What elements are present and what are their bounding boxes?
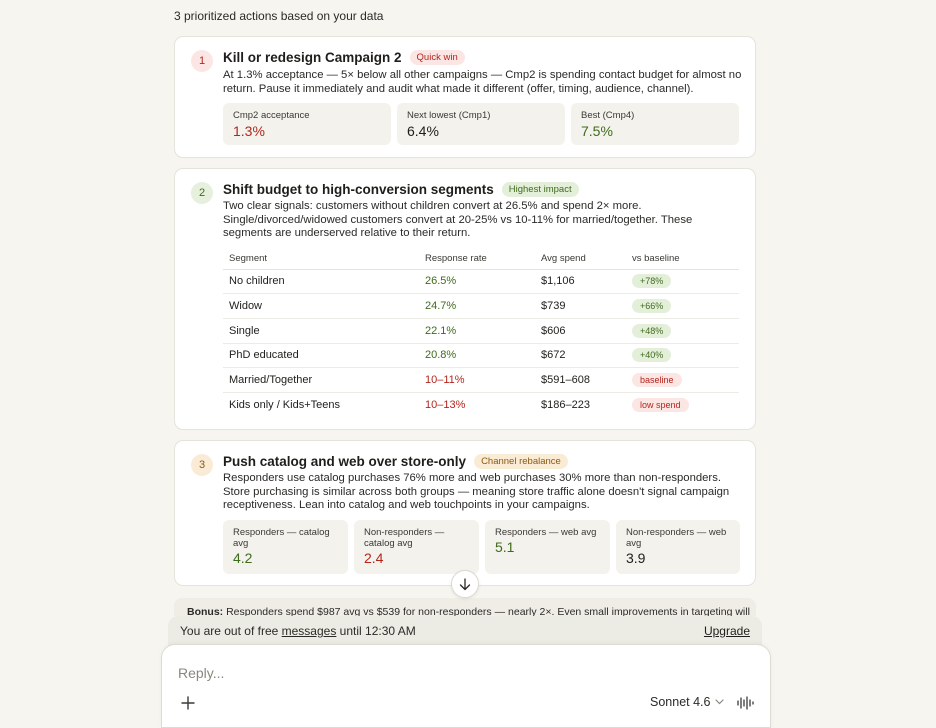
quick-win-badge: Quick win bbox=[410, 50, 465, 65]
segment-cell: Single bbox=[223, 318, 419, 343]
intro-text: 3 prioritized actions based on your data bbox=[174, 9, 384, 23]
rate-cell: 22.1% bbox=[419, 318, 535, 343]
action-title-1 bbox=[223, 50, 465, 65]
stat-label: Non-responders — web avg bbox=[626, 527, 727, 549]
table-row bbox=[223, 343, 739, 368]
stat-card bbox=[223, 103, 391, 145]
reply-input[interactable] bbox=[178, 663, 618, 683]
stat-label: Non-responders — catalog avg bbox=[364, 527, 445, 549]
limit-suffix: until 12:30 AM bbox=[336, 624, 416, 638]
bonus-label: Bonus: bbox=[187, 606, 224, 616]
spend-cell: $739 bbox=[535, 294, 626, 319]
segment-cell: PhD educated bbox=[223, 343, 419, 368]
chevron-down-icon bbox=[715, 699, 724, 705]
baseline-cell bbox=[626, 392, 739, 417]
spend-cell: $1,106 bbox=[535, 269, 626, 294]
stat-card bbox=[616, 520, 740, 574]
baseline-pill: +78% bbox=[632, 274, 671, 288]
stat-label: Cmp2 acceptance bbox=[233, 110, 310, 121]
action-description-1: At 1.3% acceptance — 5× below all other campaigns — Cmp2 is spending contact budget for almost no return. Pause it immediately and audit what made it different (offer, timing, audience, channel). bbox=[223, 69, 742, 95]
usage-limit-banner bbox=[168, 616, 762, 646]
action-title-text: Push catalog and web over store-only bbox=[223, 454, 467, 469]
upgrade-link[interactable]: Upgrade bbox=[703, 624, 750, 638]
table-row bbox=[223, 368, 739, 393]
action-title-2 bbox=[223, 182, 579, 197]
composer bbox=[161, 644, 771, 728]
messages-link[interactable]: messages bbox=[281, 624, 337, 638]
stat-value: 4.2 bbox=[233, 550, 253, 566]
stat-card bbox=[397, 103, 565, 145]
channel-rebalance-badge: Channel rebalance bbox=[474, 454, 568, 469]
rate-cell: 10–11% bbox=[419, 368, 535, 393]
segment-cell: Kids only / Kids+Teens bbox=[229, 399, 340, 412]
model-name: Sonnet 4.6 bbox=[650, 695, 711, 709]
column-header: vs baseline bbox=[626, 249, 739, 269]
stat-value: 6.4% bbox=[407, 123, 439, 139]
voice-mode-button[interactable] bbox=[736, 695, 754, 711]
segment-cell: Married/Together bbox=[223, 368, 419, 393]
stat-card bbox=[223, 520, 348, 574]
action-description-3: Responders use catalog purchases 76% more and web purchases 30% more than non-responders. Store purchasing is similar across both groups — meaning store traffic alone doesn't signal campaign receptiveness. Lean into catalog and web touchpoints in your campaigns. bbox=[223, 472, 730, 511]
stat-card bbox=[354, 520, 479, 574]
segment-cell: Widow bbox=[223, 294, 419, 319]
attach-button[interactable] bbox=[180, 695, 196, 711]
column-header: Avg spend bbox=[535, 249, 626, 269]
stat-label: Next lowest (Cmp1) bbox=[407, 110, 491, 121]
baseline-cell bbox=[626, 269, 739, 294]
stat-value: 5.1 bbox=[495, 539, 515, 555]
rate-cell: 20.8% bbox=[419, 343, 535, 368]
spend-cell: $591–608 bbox=[535, 368, 626, 393]
stat-value: 1.3% bbox=[233, 123, 265, 139]
baseline-pill: +40% bbox=[632, 348, 671, 362]
stat-value: 3.9 bbox=[626, 550, 646, 566]
stat-label: Responders — web avg bbox=[495, 527, 597, 538]
baseline-cell bbox=[626, 294, 739, 319]
baseline-pill: +66% bbox=[632, 299, 671, 313]
segment-cell: No children bbox=[223, 269, 419, 294]
limit-prefix: You are out of free bbox=[180, 624, 282, 638]
action-number-2: 2 bbox=[191, 182, 213, 204]
stat-value: 2.4 bbox=[364, 550, 384, 566]
table-header-row bbox=[223, 249, 739, 269]
stat-label: Best (Cmp4) bbox=[581, 110, 635, 121]
baseline-cell bbox=[626, 318, 739, 343]
action-number-3: 3 bbox=[191, 454, 213, 476]
scroll-to-bottom-button[interactable] bbox=[451, 570, 479, 598]
spend-cell: $606 bbox=[535, 318, 626, 343]
baseline-pill: baseline bbox=[632, 373, 682, 387]
stat-label: Responders — catalog avg bbox=[233, 527, 330, 549]
baseline-pill: low spend bbox=[632, 398, 689, 412]
baseline-cell bbox=[626, 368, 739, 393]
column-header: Response rate bbox=[419, 249, 535, 269]
voice-waveform-icon bbox=[736, 695, 754, 711]
action-title-text: Shift budget to high-conversion segments bbox=[223, 182, 494, 197]
table-row bbox=[223, 294, 739, 319]
stat-card bbox=[485, 520, 610, 574]
table-row bbox=[223, 269, 739, 294]
baseline-cell bbox=[626, 343, 739, 368]
bonus-note bbox=[174, 598, 756, 616]
table-row bbox=[223, 392, 739, 417]
action-card-3 bbox=[174, 440, 756, 586]
plus-icon bbox=[180, 695, 196, 711]
table-row bbox=[223, 318, 739, 343]
action-card-2 bbox=[174, 168, 756, 430]
column-header: Segment bbox=[223, 249, 419, 269]
action-card-1 bbox=[174, 36, 756, 158]
baseline-pill: +48% bbox=[632, 324, 671, 338]
limit-message bbox=[180, 624, 416, 638]
rate-cell: 26.5% bbox=[419, 269, 535, 294]
action-number-1: 1 bbox=[191, 50, 213, 72]
action-description-2: Two clear signals: customers without children convert at 26.5% and spend 2× more. Single/divorced/widowed customers convert at 20-25% vs 10-11% for married/together. These segments are underserved relative to their return. bbox=[223, 200, 693, 239]
spend-cell: $186–223 bbox=[541, 399, 590, 412]
spend-cell: $672 bbox=[535, 343, 626, 368]
model-selector[interactable] bbox=[650, 695, 724, 709]
bonus-text: Responders spend $987 avg vs $539 for non-responders — nearly 2×. Even small improvements in targeting will bbox=[223, 606, 750, 616]
highest-impact-badge: Highest impact bbox=[502, 182, 579, 197]
rate-cell: 24.7% bbox=[419, 294, 535, 319]
action-title-text: Kill or redesign Campaign 2 bbox=[223, 50, 402, 65]
arrow-down-icon bbox=[459, 578, 471, 591]
action-title-3 bbox=[223, 454, 568, 469]
rate-cell: 10–13% bbox=[425, 399, 466, 412]
stat-card bbox=[571, 103, 739, 145]
segment-table bbox=[223, 249, 739, 417]
stat-value: 7.5% bbox=[581, 123, 613, 139]
